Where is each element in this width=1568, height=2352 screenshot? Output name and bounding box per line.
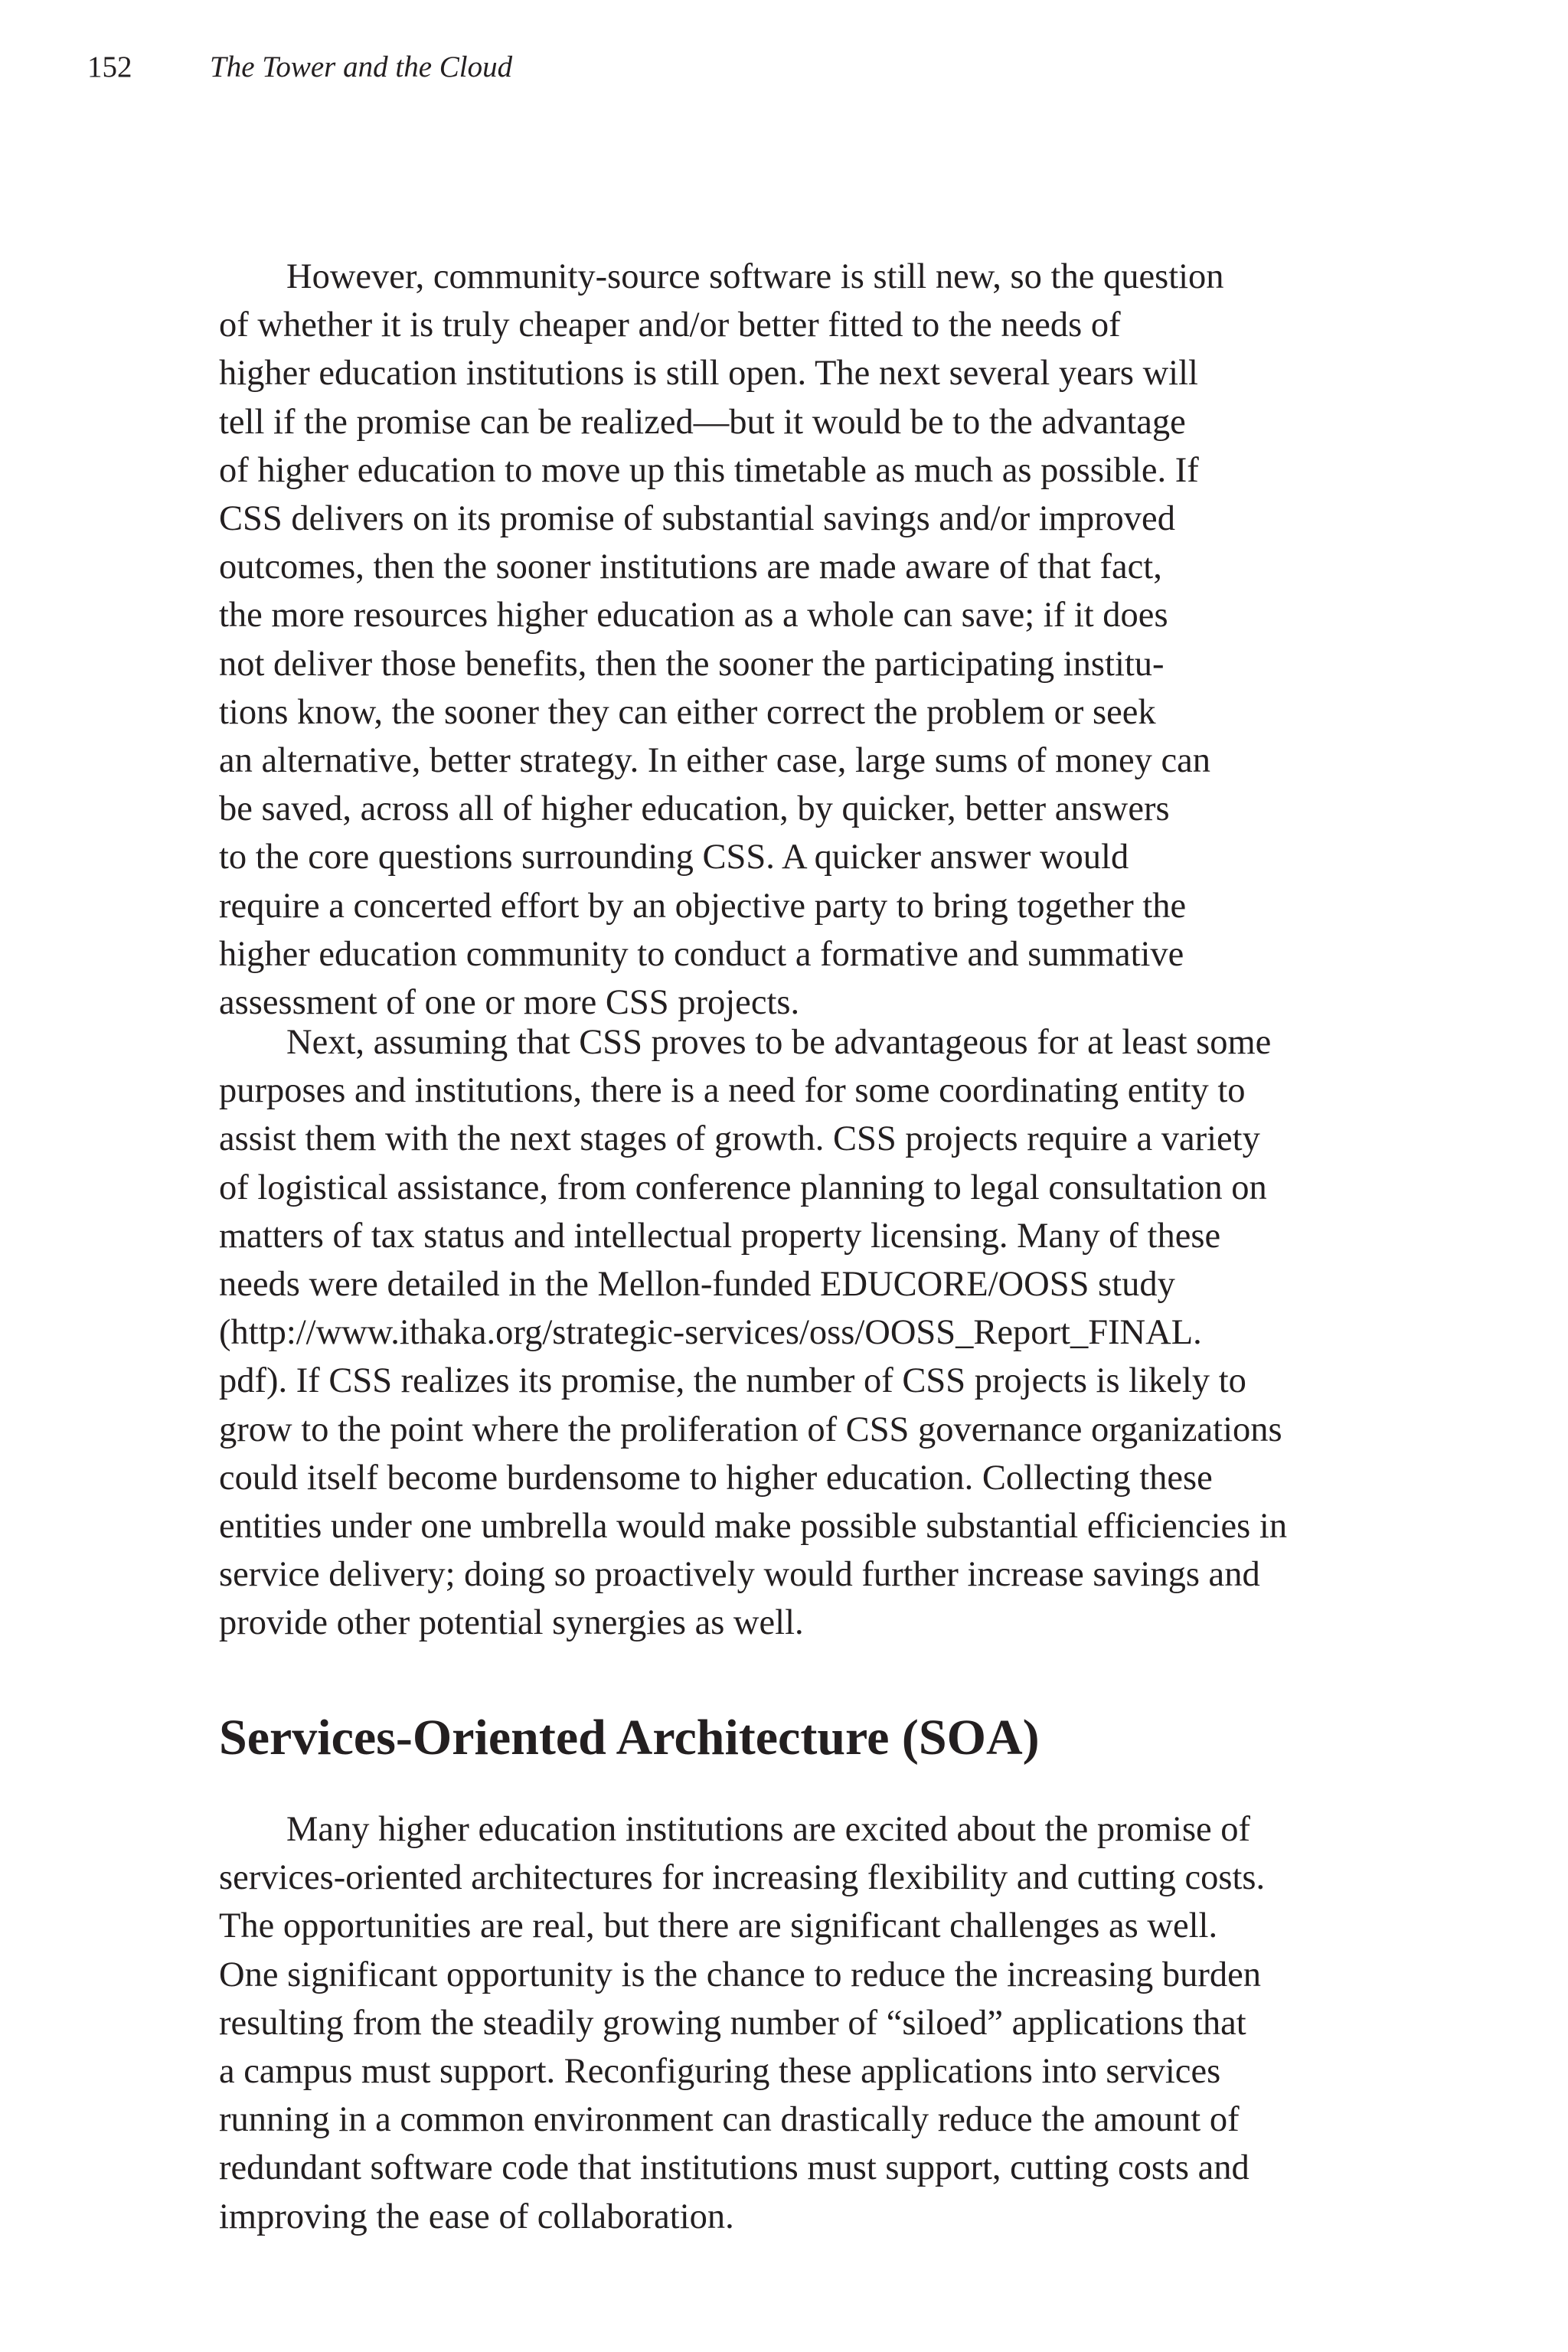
- section-heading: Services-Oriented Architecture (SOA): [219, 1710, 1040, 1766]
- paragraph-line: be saved, across all of higher education, by quicker, better answers: [219, 789, 1170, 829]
- paragraph-line: redundant software code that institutions must support, cutting costs and: [219, 2148, 1250, 2188]
- running-title: The Tower and the Cloud: [210, 51, 513, 83]
- paragraph-line: provide other potential synergies as well.: [219, 1603, 804, 1643]
- paragraph-coordinating-entity: [219, 1018, 1367, 1648]
- paragraph-soa-intro: [219, 1805, 1367, 2241]
- paragraph-line: a campus must support. Reconfiguring these applications into services: [219, 2052, 1221, 2092]
- paragraph-line: an alternative, better strategy. In either case, large sums of money can: [219, 741, 1211, 781]
- paragraph-line: One significant opportunity is the chance to reduce the increasing burden: [219, 1955, 1261, 1994]
- paragraph-line: to the core questions surrounding CSS. A quicker answer would: [219, 838, 1129, 877]
- paragraph-line: of higher education to move up this timetable as much as possible. If: [219, 450, 1199, 490]
- paragraph-line: not deliver those benefits, then the sooner the participating institu-: [219, 644, 1165, 684]
- paragraph-community-source-question: [219, 253, 1367, 1027]
- paragraph-line: services-oriented architectures for increasing flexibility and cutting costs.: [219, 1858, 1266, 1898]
- paragraph-line: could itself become burdensome to higher education. Collecting these: [219, 1458, 1213, 1498]
- paragraph-line: (http://www.ithaka.org/strategic-services/oss/OOSS_Report_FINAL.: [219, 1313, 1202, 1353]
- paragraph-line: assist them with the next stages of growth. CSS projects require a variety: [219, 1119, 1260, 1159]
- paragraph-line: higher education community to conduct a formative and summative: [219, 934, 1184, 974]
- paragraph-line: entities under one umbrella would make possible substantial efficiencies in: [219, 1507, 1288, 1547]
- paragraph-line: tions know, the sooner they can either correct the problem or seek: [219, 692, 1156, 732]
- paragraph-line: grow to the point where the proliferation of CSS governance organizations: [219, 1410, 1282, 1449]
- paragraph-line: improving the ease of collaboration.: [219, 2197, 734, 2236]
- paragraph-line: matters of tax status and intellectual property licensing. Many of these: [219, 1216, 1221, 1256]
- paragraph-line: service delivery; doing so proactively would further increase savings and: [219, 1555, 1260, 1595]
- paragraph-line: outcomes, then the sooner institutions are made aware of that fact,: [219, 547, 1162, 587]
- paragraph-line: higher education institutions is still open. The next several years will: [219, 354, 1198, 394]
- paragraph-line: assessment of one or more CSS projects.: [219, 983, 800, 1023]
- running-head: [87, 47, 512, 87]
- paragraph-line: require a concerted effort by an objective party to bring together the: [219, 886, 1187, 926]
- paragraph-line: tell if the promise can be realized—but it would be to the advantage: [219, 402, 1186, 442]
- paragraph-line: of logistical assistance, from conference planning to legal consultation on: [219, 1168, 1267, 1207]
- paragraph-line: purposes and institutions, there is a need for some coordinating entity to: [219, 1071, 1246, 1111]
- paragraph-line: running in a common environment can drastically reduce the amount of: [219, 2100, 1240, 2140]
- paragraph-line: of whether it is truly cheaper and/or better fitted to the needs of: [219, 305, 1121, 345]
- page-number: 152: [87, 51, 132, 83]
- paragraph-line: CSS delivers on its promise of substantial savings and/or improved: [219, 499, 1175, 539]
- paragraph-line: However, community-source software is still new, so the question: [286, 257, 1224, 296]
- paragraph-line: The opportunities are real, but there are significant challenges as well.: [219, 1906, 1218, 1946]
- paragraph-line: needs were detailed in the Mellon-funded EDUCORE/OOSS study: [219, 1265, 1175, 1305]
- paragraph-line: resulting from the steadily growing number of “siloed” applications that: [219, 2003, 1246, 2043]
- paragraph-line: Next, assuming that CSS proves to be advantageous for at least some: [286, 1023, 1272, 1062]
- paragraph-line: Many higher education institutions are excited about the promise of: [286, 1810, 1251, 1849]
- paragraph-line: the more resources higher education as a whole can save; if it does: [219, 596, 1168, 635]
- paragraph-line: pdf). If CSS realizes its promise, the number of CSS projects is likely to: [219, 1361, 1246, 1401]
